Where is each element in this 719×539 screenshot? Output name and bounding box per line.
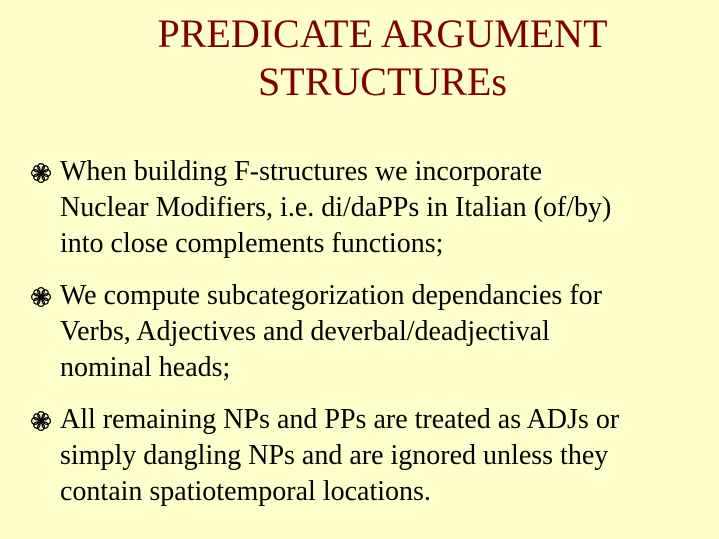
bullet-item-1 <box>28 154 714 262</box>
bullet-line: contain spatiotemporal locations. <box>60 476 431 507</box>
bullet-line: simply dangling NPs and are ignored unless they <box>60 440 609 471</box>
title-line-1: PREDICATE ARGUMENT <box>157 11 608 56</box>
bullet-line: into close complements functions; <box>60 228 444 259</box>
bullet-line: Nuclear Modifiers, i.e. di/daPPs in Italian (of/by) <box>60 192 612 223</box>
flower-bullet-icon <box>30 410 52 432</box>
bullet-list <box>28 154 714 510</box>
bullet-text <box>60 278 714 386</box>
flower-bullet-icon <box>30 286 52 308</box>
flower-bullet-icon <box>30 162 52 184</box>
bullet-line: When building F-structures we incorporate <box>60 156 543 187</box>
bullet-text <box>60 402 714 510</box>
bullet-item-2 <box>28 278 714 386</box>
slide-title <box>0 10 719 106</box>
bullet-text <box>60 154 714 262</box>
bullet-line: All remaining NPs and PPs are treated as ADJs or <box>60 404 620 435</box>
bullet-item-3 <box>28 402 714 510</box>
title-line-2: STRUCTUREs <box>258 59 507 104</box>
bullet-line: nominal heads; <box>60 352 231 383</box>
bullet-line: Verbs, Adjectives and deverbal/deadjectival <box>60 316 550 347</box>
bullet-line: We compute subcategorization dependancies for <box>60 280 602 311</box>
